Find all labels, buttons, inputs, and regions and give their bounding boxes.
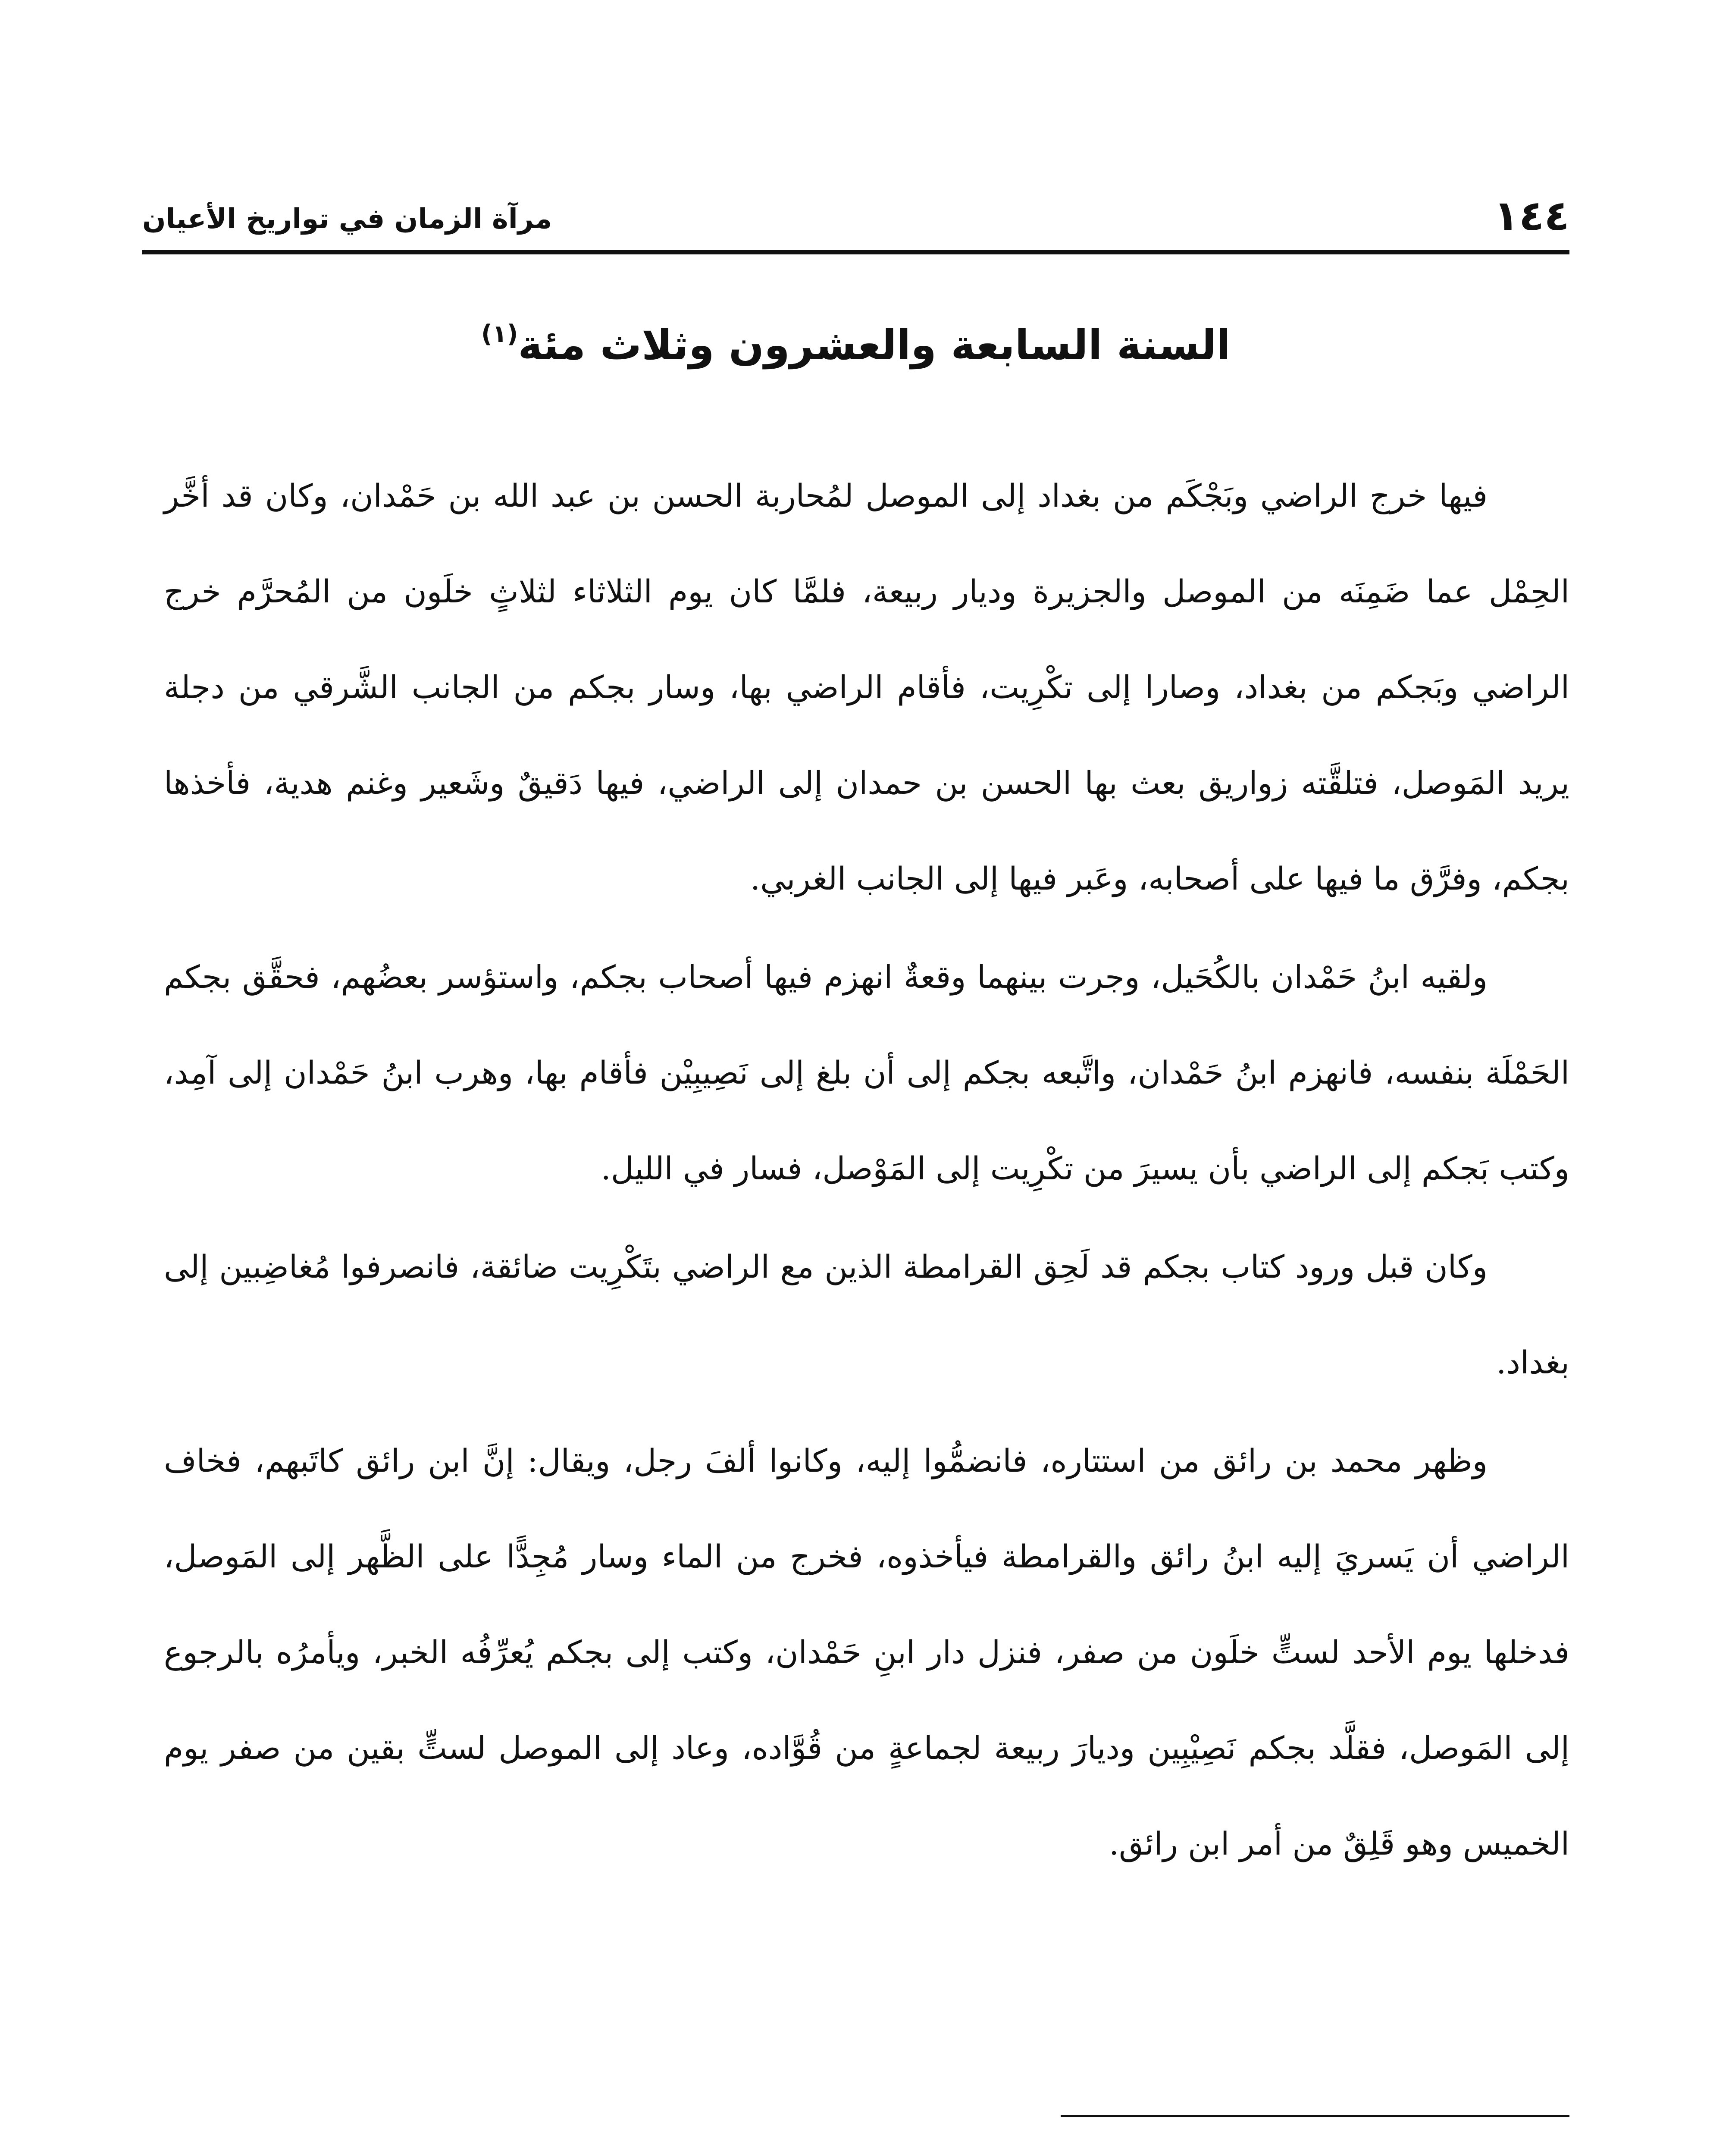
paragraph: فيها خرج الراضي وبَجْكَم من بغداد إلى الموصل لمُحاربة الحسن بن عبد الله بن حَمْدان، وكان قد أخَّر الحِمْل عما ضَمِنَه من الموصل والجزيرة وديار ربيعة، فلمَّا كان يوم الثلاثاء لثلاثٍ خلَون من المُحرَّم خرج الراضي وبَجكم من بغداد، وصارا إلى تكْرِيت، فأقام الراضي بها، وسار بجكم من الجانب الشَّرقي من دجلة يريد المَوصل، فتلقَّته زواريق بعث بها الحسن بن حمدان إلى الراضي، فيها دَقيقٌ وشَعير وغنم هدية، فأخذها بجكم، وفرَّق ما فيها على أصحابه، وعَبر فيها إلى الجانب الغربي. (164, 478, 1569, 897)
footnote-marker: (١) (481, 320, 518, 348)
book-title: مرآة الزمان في تواريخ الأعيان (142, 203, 552, 235)
page-number: ١٤٤ (1494, 191, 1569, 240)
paragraph: وظهر محمد بن رائق من استتاره، فانضمُّوا إليه، وكانوا ألفَ رجل، ويقال: إنَّ ابن رائق كاتَبهم، فخاف الراضي أن يَسريَ إليه ابنُ رائق والقرامطة فيأخذوه، فخرج من الماء وسار مُجِدًّا على الظَّهر إلى المَوصل، فدخلها يوم الأحد لستٍّ خلَون من صفر، فنزل دار ابنِ حَمْدان، وكتب إلى بجكم يُعرِّفُه الخبر، ويأمرُه بالرجوع إلى المَوصل، فقلَّد بجكم نَصِيْبِين وديارَ ربيعة لجماعةٍ من قُوَّاده، وعاد إلى الموصل لستٍّ بقين من صفر يوم الخميس وهو قَلِقٌ من أمر ابن رائق. (164, 1443, 1569, 1862)
section-heading (142, 315, 1569, 375)
paragraph: ولقيه ابنُ حَمْدان بالكُحَيل، وجرت بينهما وقعةٌ انهزم فيها أصحاب بجكم، واستؤسر بعضُهم، فحقَّق بجكم الحَمْلَة بنفسه، فانهزم ابنُ حَمْدان، واتَّبعه بجكم إلى أن بلغ إلى نَصِيبِيْن فأقام بها، وهرب ابنُ حَمْدان إلى آمِد، وكتب بَجكم إلى الراضي بأن يسيرَ من تكْرِيت إلى المَوْصل، فسار في الليل. (164, 959, 1569, 1187)
footnote-separator (1061, 2115, 1569, 2117)
footnote (164, 2145, 1569, 2156)
section-heading-text: السنة السابعة والعشرون وثلاث مئة (518, 321, 1231, 369)
main-text (164, 448, 1569, 1895)
footnotes (164, 2145, 1569, 2156)
paragraph: وكان قبل ورود كتاب بجكم قد لَحِق القرامطة الذين مع الراضي بتَكْرِيت ضائقة، فانصرفوا مُغاضِبين إلى بغداد. (164, 1249, 1569, 1381)
running-header (142, 190, 1569, 254)
